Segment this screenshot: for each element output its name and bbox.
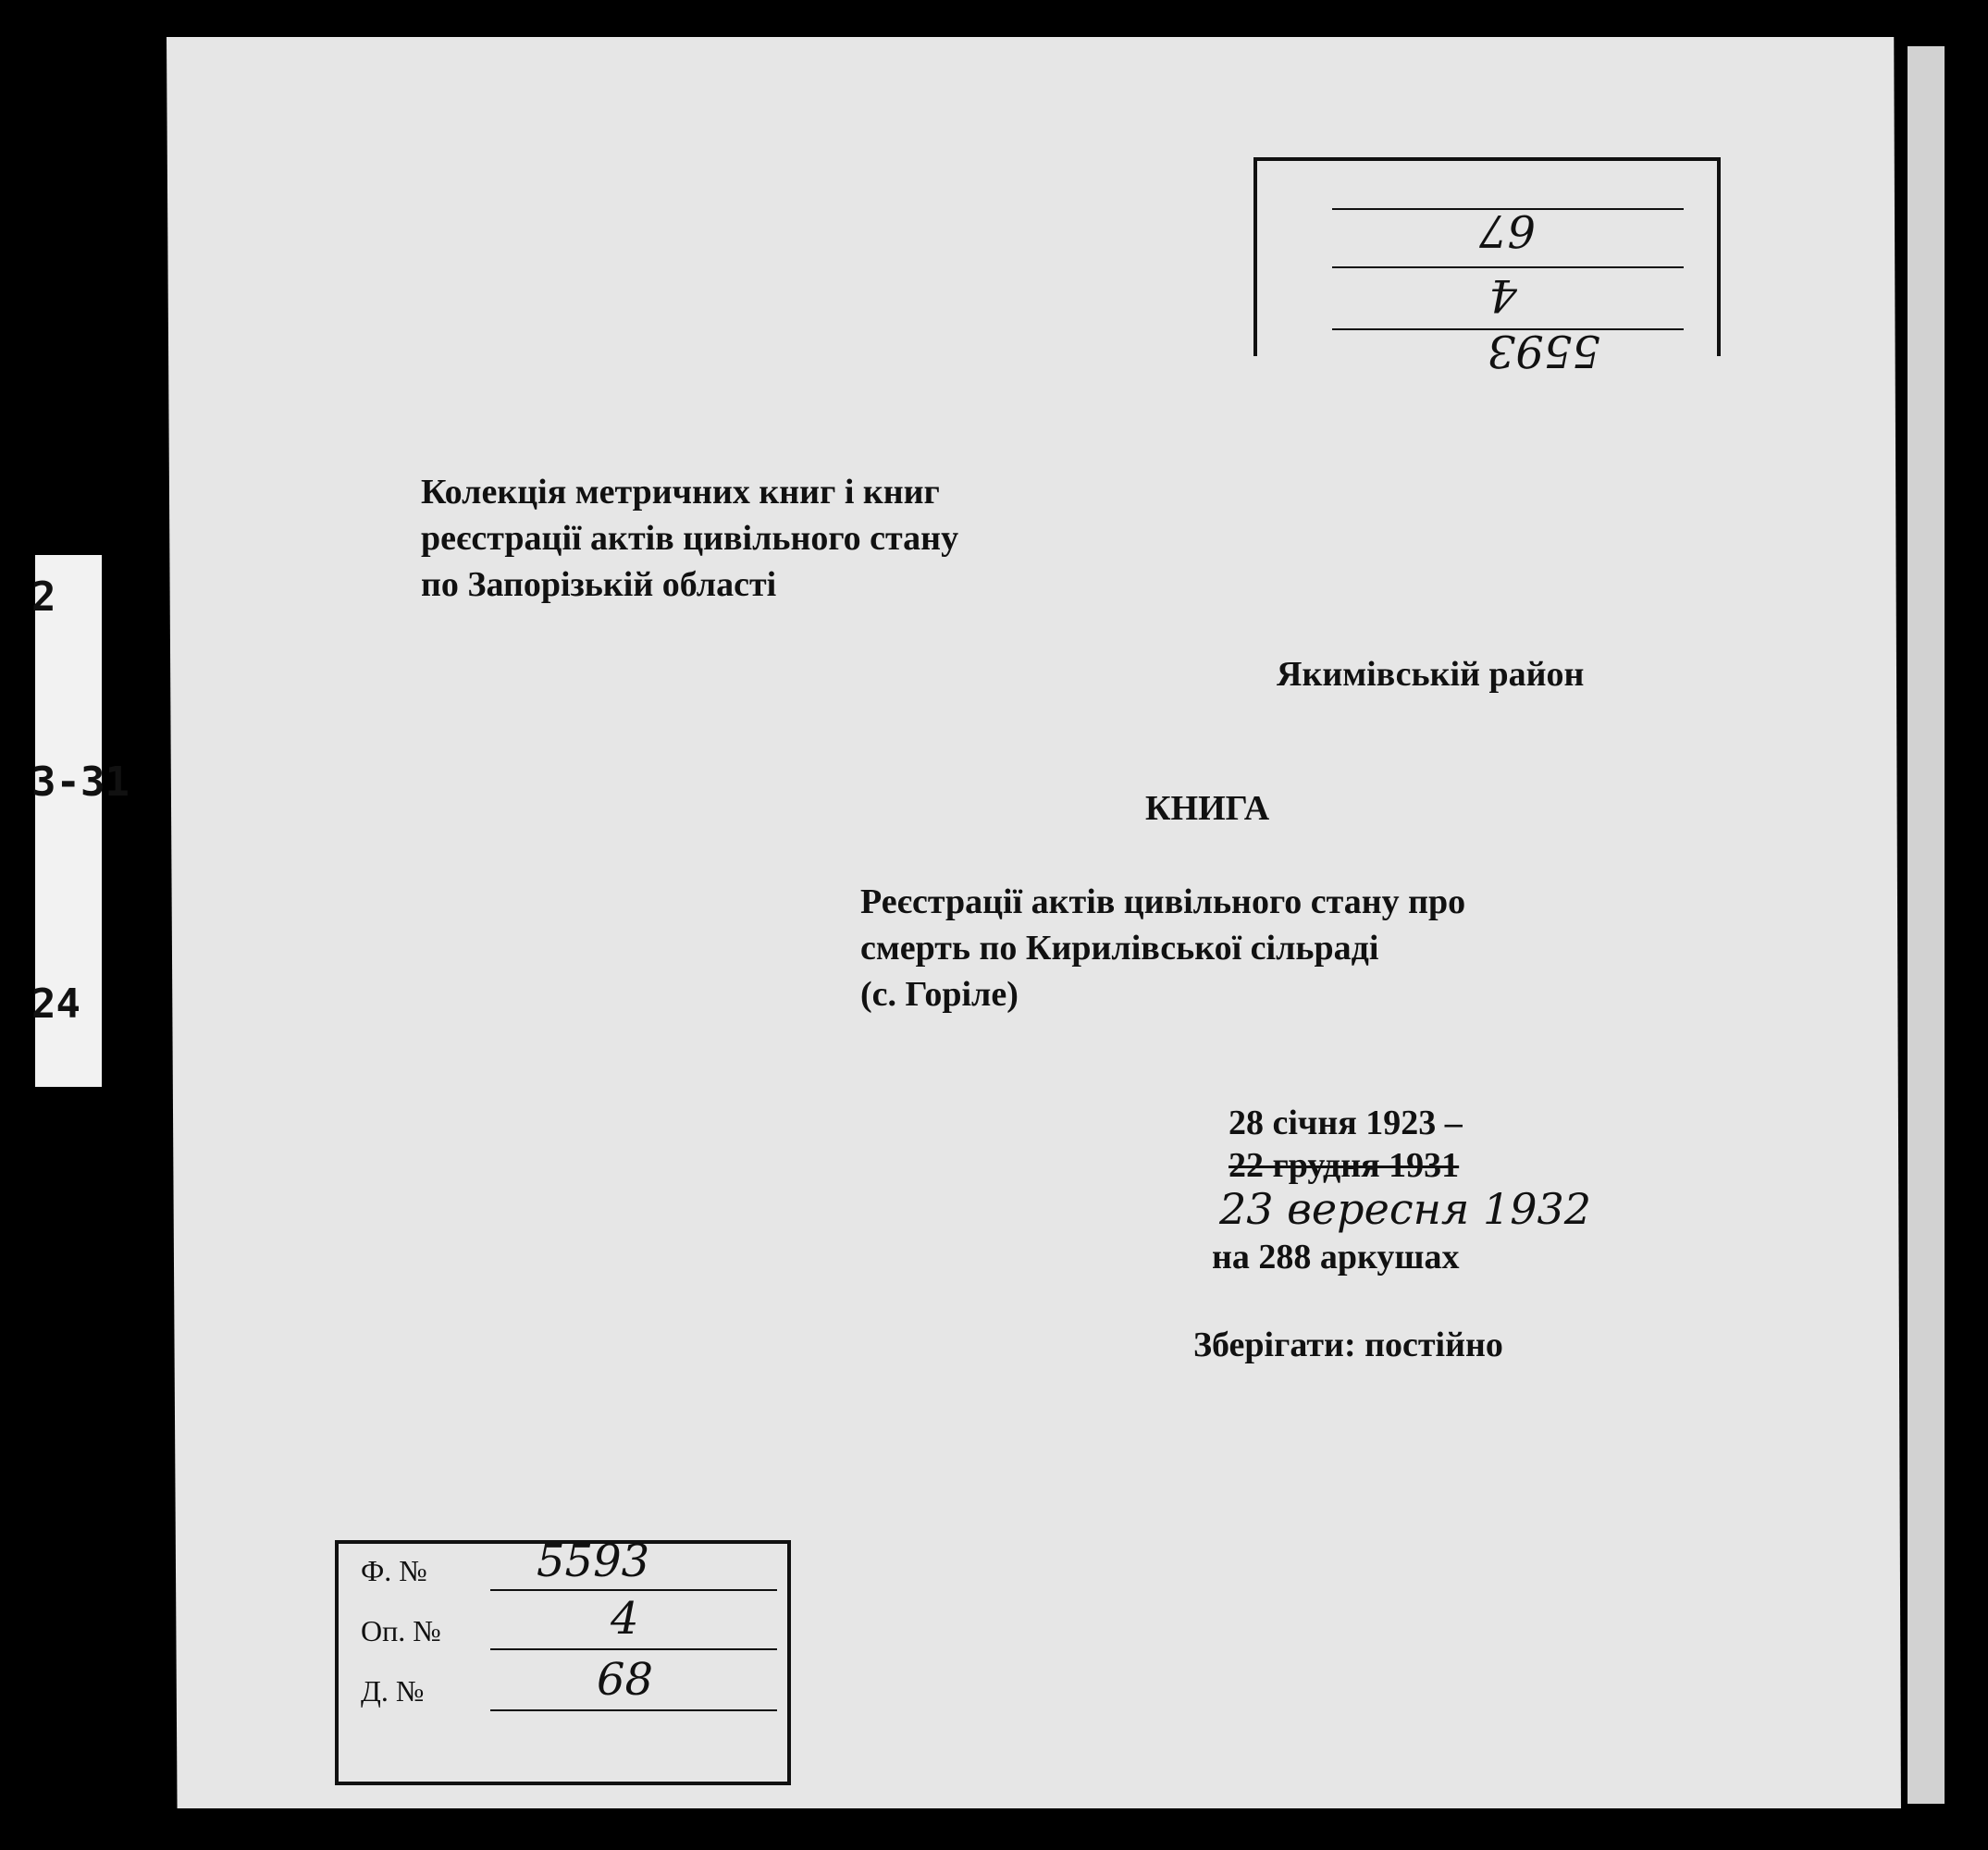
collection-title-line1: Колекція метричних книг і книг bbox=[421, 473, 940, 512]
stamp-sprava-value: 68 bbox=[597, 1654, 654, 1706]
date-start: 28 січня 1923 – bbox=[1229, 1104, 1463, 1142]
stamp-fond-label: Ф. № bbox=[361, 1554, 427, 1587]
retention-period: Зберігати: постійно bbox=[1193, 1326, 1503, 1364]
side-label-line3: 24 bbox=[31, 980, 80, 1028]
stamp-top-fond: 5593 bbox=[1487, 325, 1600, 376]
date-end-handwritten: 23 вересня 1932 bbox=[1219, 1184, 1592, 1234]
stamp-bottom-rule bbox=[490, 1589, 777, 1591]
stamp-top-opys: 4 bbox=[1488, 269, 1517, 321]
stamp-top-rule bbox=[1332, 266, 1684, 268]
date-end-struck: 22 грудня 1931 bbox=[1229, 1146, 1460, 1185]
side-label-line2: 3-31 bbox=[31, 758, 130, 806]
stamp-sprava-label: Д. № bbox=[361, 1674, 425, 1708]
collection-title-line2: реєстрації актів цивільного стану bbox=[421, 519, 959, 558]
stamp-opys-label: Оп. № bbox=[361, 1614, 441, 1647]
archive-stamp-top bbox=[1253, 157, 1721, 376]
stamp-opys-value: 4 bbox=[611, 1593, 639, 1645]
stamp-top-sprava: 67 bbox=[1478, 204, 1536, 256]
stamp-bottom-rule bbox=[490, 1709, 777, 1711]
stamp-fond-value: 5593 bbox=[537, 1536, 650, 1587]
page-edge bbox=[1908, 46, 1945, 1804]
description-line1: Реєстрації актів цивільного стану про bbox=[860, 882, 1466, 921]
district-name: Якимівській район bbox=[1277, 655, 1585, 694]
sheet-count: на 288 аркушах bbox=[1212, 1238, 1460, 1276]
side-label-line1: 2 bbox=[31, 574, 56, 621]
book-title: КНИГА bbox=[1145, 789, 1270, 828]
description-line2: смерть по Кирилівської сільраді bbox=[860, 929, 1379, 968]
collection-title-line3: по Запорізькій області bbox=[421, 565, 777, 604]
side-label-strip bbox=[31, 555, 130, 1087]
stamp-bottom-rule bbox=[490, 1648, 777, 1650]
description-line3: (с. Горіле) bbox=[860, 975, 1019, 1014]
